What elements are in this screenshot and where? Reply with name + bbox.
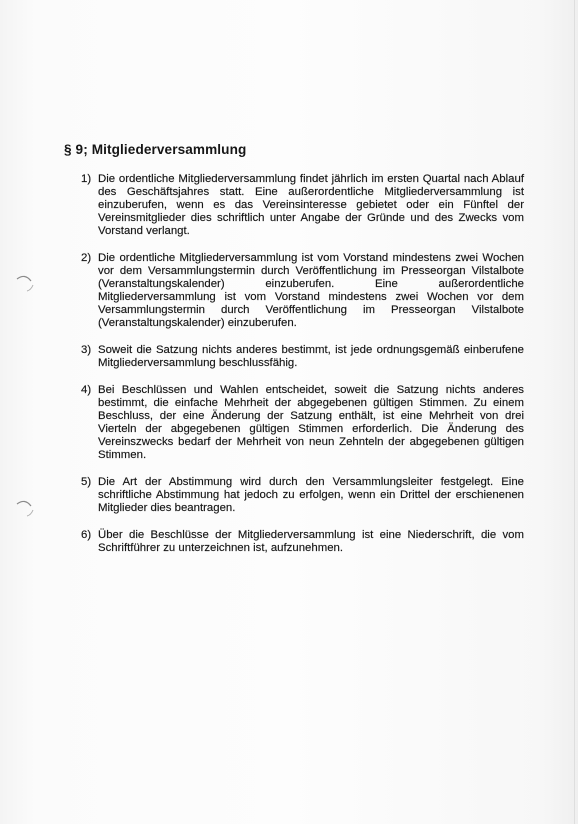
paragraph-text: Die Art der Abstimmung wird durch den Versammlungsleiter festgelegt. Eine schriftliche Abstimmung hat jedoch zu erfolgen, wenn ein Drittel der erschienenen Mitglieder dies beantragen. [98,475,524,514]
page-edge-line [574,0,575,824]
statute-section [64,142,524,568]
paragraph-text: Die ordentliche Mitgliederversammlung findet jährlich im ersten Quartal nach Ablauf des Geschäftsjahres statt. Eine außerordentliche Mitgliederversammlung ist einzuberufen, wenn es das Vereinsinteresse gebietet oder ein Fünftel der Vereinsmitglieder dies schriftlich unter Angabe der Gründe und des Zwecks vom Vorstand verlangt. [98,173,524,238]
paragraph-item [81,173,524,238]
paragraph-number: 6) [81,528,92,541]
punch-hole-mark-icon [14,272,36,294]
paragraph-item [81,251,524,331]
paragraph-text: Die ordentliche Mitgliederversammlung ist vom Vorstand mindestens zwei Wochen vor dem Versammlungstermin durch Veröffentlichung im Presseorgan Vilstalbote (Veranstaltungskalender) einzuberufen. Eine außerordentliche Mitgliederversammlung ist vom Vorstand mindestens zwei Wochen vor dem Versammlungstermin durch Veröffentlichung im Presseorgan Vilstalbote (Veranstaltungskalender) einzuberufen. [98,251,524,330]
paragraph-number: 1) [81,173,92,185]
paragraph-number: 2) [81,251,92,264]
paragraph-number: 4) [81,383,92,396]
paragraph-item [81,528,524,555]
paragraph-item [81,475,524,515]
section-heading: § 9; Mitgliederversammlung [64,142,247,157]
paragraph-number: 3) [81,344,92,357]
paragraph-text: Über die Beschlüsse der Mitgliederversammlung ist eine Niederschrift, die vom Schriftführer zu unterzeichnen ist, aufzunehmen. [98,528,524,554]
paragraph-item [81,344,524,370]
paragraph-text: Bei Beschlüssen und Wahlen entscheidet, soweit die Satzung nichts anderes bestimmt, die einfache Mehrheit der abgegebenen gültigen Stimmen. Zu einem Beschluss, der eine Änderung der Satzung enthält, ist eine Mehrheit von drei Vierteln der abgegebenen gültigen Stimmen erforderlich. Die Änderung des Vereinszwecks bedarf der Mehrheit von neun Zehnteln der abgegebenen gültigen Stimmen. [98,383,524,462]
paragraph-text: Soweit die Satzung nichts anderes bestimmt, ist jede ordnungsgemäß einberufene Mitgliederversammlung beschlussfähig. [98,344,524,370]
paragraph-item [81,383,524,463]
punch-hole-mark-icon [14,497,36,519]
paragraph-number: 5) [81,475,92,488]
section-paragraph-list [64,173,524,555]
